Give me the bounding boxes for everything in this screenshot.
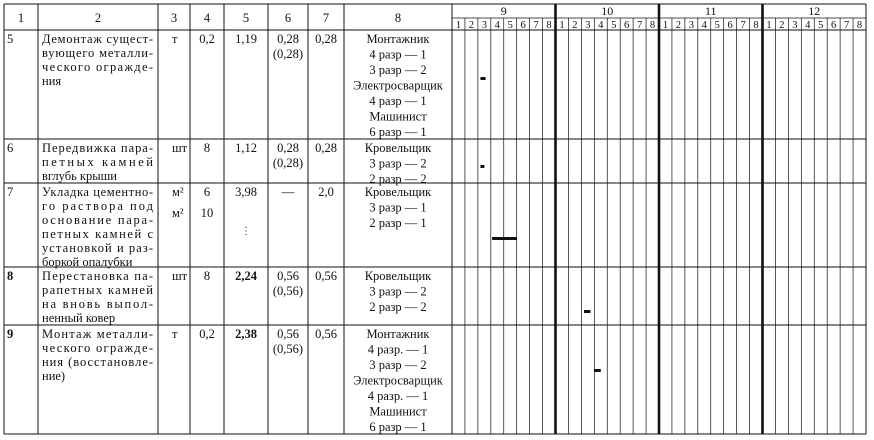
hour-header: 6: [727, 20, 733, 31]
work-name-line: Передвижка пара-: [42, 141, 153, 155]
unit-cell: шт: [172, 141, 188, 155]
hour-header: 4: [805, 20, 811, 31]
machine-hours-cell: 0,28: [277, 32, 299, 46]
row-number: 5: [7, 32, 14, 46]
hour-header: 5: [714, 20, 720, 31]
crew-line: 2 разр — 2: [369, 172, 427, 186]
hour-header: 7: [740, 20, 746, 31]
labor-cell: ⋮: [241, 226, 251, 237]
crew-line: 4 разр — 1: [369, 94, 427, 108]
quantity-cell: 8: [203, 269, 211, 283]
hour-header: 4: [598, 20, 604, 31]
crew-line: Машинист: [369, 404, 427, 419]
hour-header: 1: [559, 20, 565, 31]
machine-hours-cell: (0,28): [272, 47, 304, 61]
work-name-line: ческого огражде-: [42, 60, 153, 74]
column-number-header: 7: [322, 11, 330, 25]
day-header: 12: [808, 4, 821, 18]
row-number: 9: [7, 327, 14, 341]
labor-cell: 3,98: [235, 185, 257, 199]
day-header: 9: [500, 4, 507, 18]
machine-hours-cell: (0,28): [272, 156, 304, 170]
work-name-line: ния (восстановле-: [42, 355, 153, 369]
mechanism-cell: 0,28: [315, 32, 337, 46]
crew-line: 2 разр — 1: [369, 216, 427, 230]
unit-cell: т: [172, 327, 178, 341]
schedule-bar: [492, 237, 517, 240]
work-name-line: Укладка цементно-: [42, 185, 153, 199]
column-number-header: 6: [284, 11, 292, 25]
schedule-bar: [584, 310, 590, 313]
machine-hours-cell: (0,56): [272, 342, 304, 356]
unit-cell: м²: [172, 206, 184, 220]
machine-hours-cell: 0,56: [277, 327, 299, 341]
crew-line: 3 разр — 2: [369, 156, 427, 171]
machine-hours-cell: (0,56): [272, 284, 304, 298]
quantity-cell: 6: [203, 185, 211, 199]
work-name-line: установкой и раз-: [42, 241, 153, 255]
labor-cell: 1,12: [235, 141, 257, 155]
crew-line: Машинист: [369, 109, 427, 124]
hour-header: 4: [494, 20, 500, 31]
column-number-header: 5: [242, 11, 250, 25]
crew-line: Электросварщик: [353, 78, 443, 93]
hour-header: 6: [831, 20, 837, 31]
column-number-header: 2: [94, 11, 102, 25]
unit-cell: м²: [172, 185, 184, 199]
hour-header: 2: [675, 20, 682, 31]
crew-line: Кровельщик: [364, 141, 432, 155]
hour-header: 8: [649, 20, 656, 31]
work-name-line: Монтаж металли-: [42, 327, 153, 341]
machine-hours-cell: —: [281, 185, 295, 199]
unit-cell: т: [172, 32, 178, 46]
crew-line: 4 разр. — 1: [367, 342, 429, 357]
hour-header: 1: [455, 20, 462, 31]
hour-header: 5: [611, 20, 617, 31]
column-number-header: 3: [170, 11, 178, 25]
column-number-header: 1: [17, 11, 25, 25]
work-name-line: го раствора под: [42, 199, 153, 213]
day-header: 11: [704, 4, 717, 18]
work-name-line: ненный ковер: [42, 311, 116, 325]
hour-header: 7: [843, 20, 850, 31]
work-name-line: петных камней: [42, 155, 153, 169]
work-name-line: на вновь выпол-: [42, 297, 153, 311]
work-name-line: ние): [42, 369, 66, 383]
column-number-header: 8: [394, 11, 402, 25]
quantity-cell: 8: [203, 141, 211, 155]
hour-header: 3: [688, 20, 694, 31]
crew-line: 3 разр — 2: [369, 63, 427, 77]
work-name-line: вующего металли-: [42, 46, 153, 60]
hour-header: 7: [636, 20, 643, 31]
hour-header: 6: [624, 20, 630, 31]
crew-line: 6 разр — 1: [369, 420, 427, 434]
work-name-line: Демонтаж сущест-: [42, 32, 153, 46]
unit-cell: шт: [172, 269, 188, 283]
work-name-line: вглубь крыши: [42, 169, 117, 183]
hour-header: 1: [662, 20, 669, 31]
hour-header: 3: [481, 20, 487, 31]
crew-line: 3 разр — 2: [369, 284, 427, 299]
crew-line: 2 разр — 2: [369, 300, 427, 314]
schedule-bar: [480, 77, 485, 80]
mechanism-cell: 0,56: [315, 269, 337, 283]
quantity-cell: 10: [200, 206, 214, 220]
quantity-cell: 0,2: [199, 327, 215, 341]
work-name-line: основание пара-: [42, 213, 153, 227]
work-name-line: боркой опалубки: [42, 255, 133, 269]
hour-header: 1: [766, 20, 772, 31]
labor-cell: 2,24: [235, 269, 257, 283]
crew-line: Кровельщик: [364, 185, 432, 199]
crew-line: 3 разр — 2: [369, 358, 427, 372]
crew-line: 4 разр — 1: [369, 47, 427, 62]
machine-hours-cell: 0,28: [277, 141, 299, 155]
hour-header: 3: [585, 20, 591, 31]
work-name-line: ческого огражде-: [42, 341, 153, 355]
crew-line: 3 разр — 1: [369, 200, 427, 215]
work-name-line: ния: [42, 74, 62, 88]
schedule-bar: [594, 369, 600, 372]
mechanism-cell: 2,0: [318, 185, 334, 199]
crew-line: Монтажник: [366, 327, 430, 341]
hour-header: 7: [533, 20, 539, 31]
machine-hours-cell: 0,56: [277, 269, 299, 283]
work-name-line: рапетных камней: [42, 283, 153, 297]
work-name-line: Перестановка па-: [42, 269, 153, 283]
crew-line: Монтажник: [366, 32, 430, 46]
crew-line: 6 разр — 1: [369, 125, 427, 139]
hour-header: 2: [572, 20, 578, 31]
mechanism-cell: 0,28: [315, 141, 337, 155]
row-number: 6: [7, 141, 14, 155]
row-number: 8: [7, 269, 14, 283]
hour-header: 5: [507, 20, 513, 31]
work-name-line: петных камней с: [42, 227, 153, 241]
hour-header: 6: [520, 20, 526, 31]
hour-header: 2: [468, 20, 475, 31]
hour-header: 4: [701, 20, 707, 31]
crew-line: 4 разр. — 1: [367, 389, 429, 403]
quantity-cell: 0,2: [199, 32, 215, 46]
column-number-header: 4: [203, 11, 211, 25]
hour-header: 8: [753, 20, 759, 31]
crew-line: Электросварщик: [353, 373, 443, 388]
hour-header: 8: [856, 20, 863, 31]
hour-header: 2: [779, 20, 785, 31]
labor-cell: 2,38: [235, 327, 257, 341]
crew-line: Кровельщик: [364, 269, 432, 283]
mechanism-cell: 0,56: [315, 327, 337, 341]
hour-header: 5: [818, 20, 824, 31]
labor-cell: 1,19: [235, 32, 257, 46]
day-header: 10: [601, 4, 614, 18]
schedule-bar: [480, 165, 484, 168]
hour-header: 8: [546, 20, 552, 31]
hour-header: 3: [792, 20, 798, 31]
row-number: 7: [7, 185, 14, 199]
